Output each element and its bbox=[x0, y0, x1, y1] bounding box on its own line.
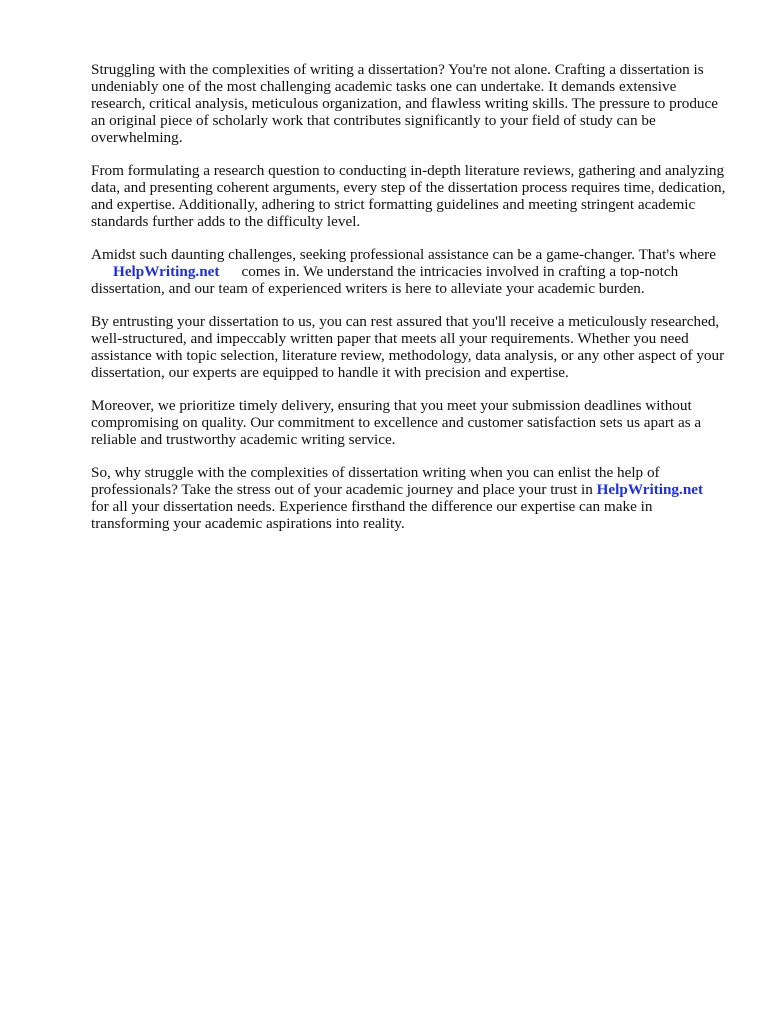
paragraph-4: By entrusting your dissertation to us, you can rest assured that you'll receive a meticulously researched, well-structured, and impeccably written paper that meets all your requirements. Whether you need assistance with topic selection, literature review, methodology, data analysis, or any other aspect of your dissertation, our experts are equipped to handle it with precision and expertise. bbox=[91, 313, 725, 381]
paragraph-3-after: comes in. We understand the intricacies involved in crafting a top-notch dissertation, and our team of experienced writers is here to alleviate your academic burden. bbox=[91, 263, 679, 297]
paragraph-6 bbox=[91, 464, 731, 532]
paragraph-1: Struggling with the complexities of writing a dissertation? You're not alone. Crafting a dissertation is undeniably one of the most challenging academic tasks one can undertake. It demands extensive research, critical analysis, meticulous organization, and flawless writing skills. The pressure to produce an original piece of scholarly work that contributes significantly to your field of study can be overwhelming. bbox=[91, 61, 719, 146]
helpwriting-link[interactable]: HelpWriting.net bbox=[596, 481, 704, 498]
paragraph-6-before: So, why struggle with the complexities of dissertation writing when you can enlist the help of professionals? Take the stress out of your academic journey and place your trust in bbox=[91, 464, 660, 498]
paragraph-6-after: for all your dissertation needs. Experience firsthand the difference our expertise can make in transforming your academic aspirations into reality. bbox=[91, 498, 653, 532]
paragraph-3-before: Amidst such daunting challenges, seeking professional assistance can be a game-changer. That's where bbox=[91, 246, 716, 263]
document-page bbox=[91, 61, 731, 548]
paragraph-5: Moreover, we prioritize timely delivery, ensuring that you meet your submission deadlines without compromising on quality. Our commitment to excellence and customer satisfaction sets us apart as a reliable and trustworthy academic writing service. bbox=[91, 397, 702, 448]
paragraph-2: From formulating a research question to conducting in-depth literature reviews, gathering and analyzing data, and presenting coherent arguments, every step of the dissertation process requires time, dedication, and expertise. Additionally, adhering to strict formatting guidelines and meeting stringent academic standards further adds to the difficulty level. bbox=[91, 162, 726, 230]
paragraph-3 bbox=[91, 246, 731, 297]
helpwriting-link[interactable]: HelpWriting.net bbox=[113, 263, 220, 280]
